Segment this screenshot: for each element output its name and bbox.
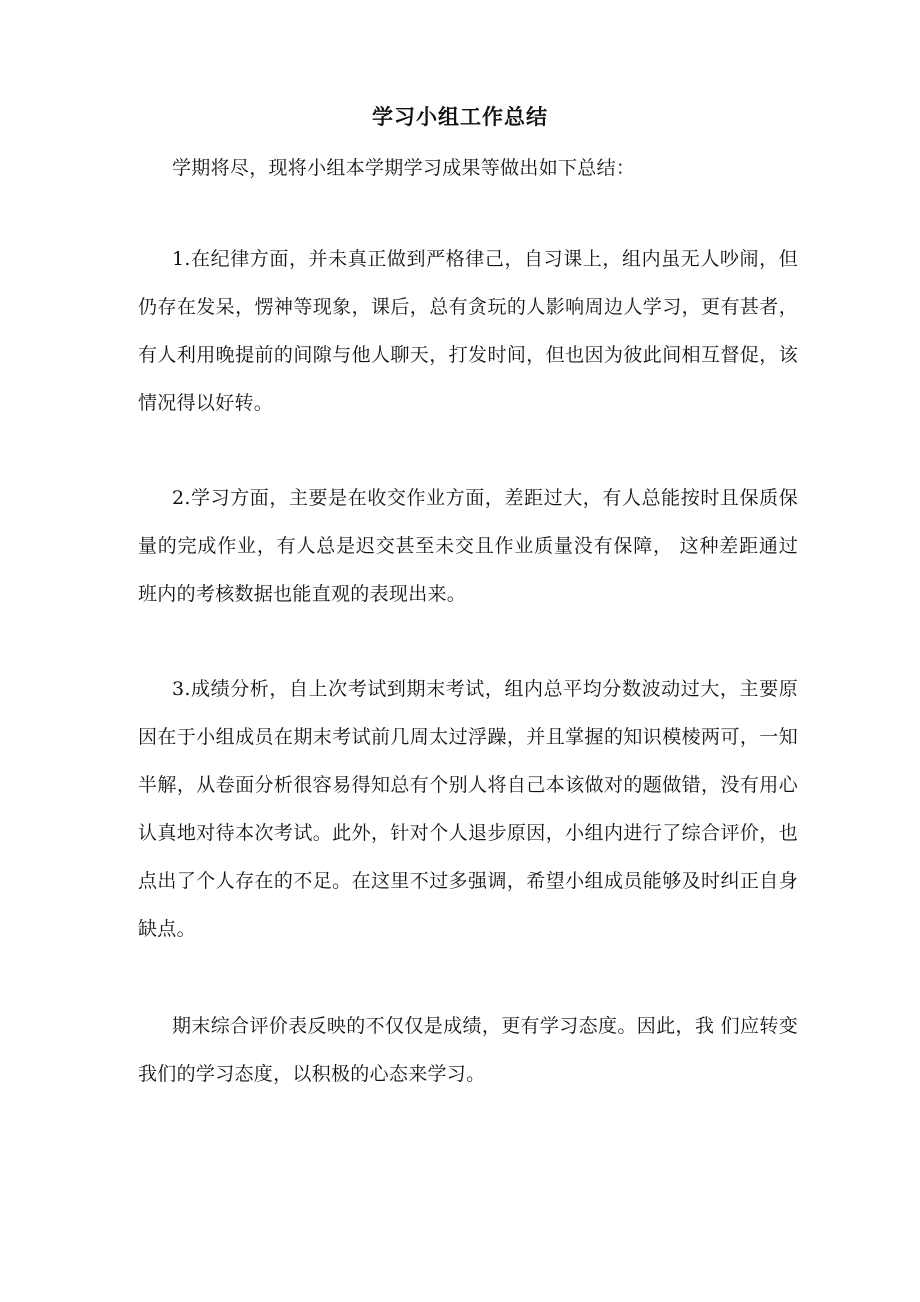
study-paragraph: 2.学习方面，主要是在收交作业方面，差距过大，有人总能按时且保质保量的完成作业，有人总是迟交甚至未交且作业质量没有保障， 这种差距通过班内的考核数据也能直观的表现出来。 [138,487,798,605]
document-title: 学习小组工作总结 [372,104,548,129]
grades-paragraph: 3.成绩分析，自上次考试到期末考试，组内总平均分数波动过大，主要原因在于小组成员在期末考试前几周太过浮躁，并且掌握的知识模棱两可，一知半解，从卷面分析很容易得知总有个别人将自己本该做对的题做错，没有用心认真地对待本次考试。此外，针对个人退步原因，小组内进行了综合评价，也点出了个人存在的不足。在这里不过多强调，希望小组成员能够及时纠正自身缺点。 [138,678,798,940]
conclusion-paragraph: 期末综合评价表反映的不仅仅是成绩，更有学习态度。因此，我 们应转变我们的学习态度，以积极的心态来学习。 [138,1015,798,1085]
intro-paragraph: 学期将尽，现将小组本学期学习成果等做出如下总结： [172,157,636,179]
discipline-paragraph: 1.在纪律方面，并未真正做到严格律己，自习课上，组内虽无人吵闹，但仍存在发呆，愣神等现象，课后，总有贪玩的人影响周边人学习，更有甚者，有人利用晚提前的间隙与他人聊天，打发时间，但也因为彼此间相互督促，该情况得以好转。 [138,248,798,414]
